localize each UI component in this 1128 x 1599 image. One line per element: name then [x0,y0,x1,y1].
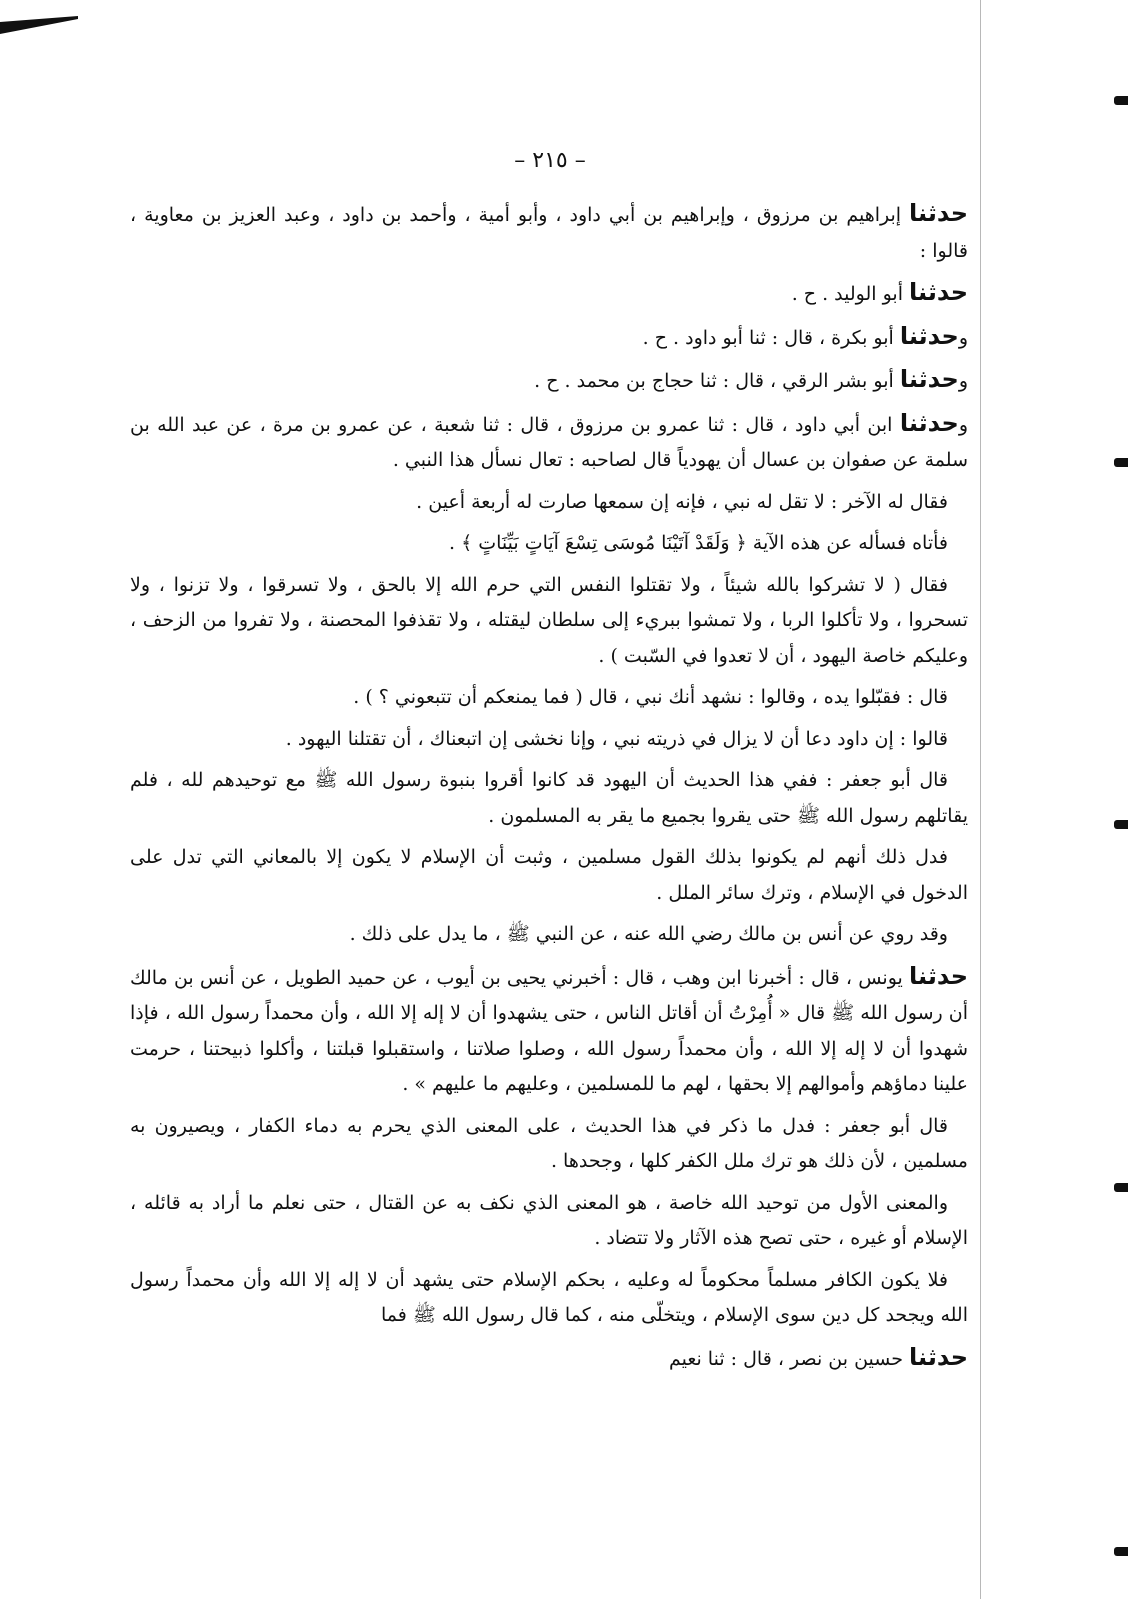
edge-tab-mark [1114,458,1128,467]
paragraph [130,526,968,562]
paragraph [130,1109,968,1180]
paragraph-text: فقال له الآخر : لا تقل له نبي ، فإنه إن سمعها صارت له أربعة أعين . [416,490,948,513]
paragraph [130,275,968,313]
paragraph-text: فلا يكون الكافر مسلماً محكوماً له وعليه ، بحكم الإسلام حتى يشهد أن لا إله إلا الله وأن محمداً رسول الله ويجحد كل دين سوى الإسلام ، ويتخلّى منه ، كما قال رسول الله ﷺ فما [130,1268,968,1326]
conjunction-prefix: و [958,326,968,349]
edge-tab-mark [1114,1183,1128,1192]
haddathana-keyword: حدثنا [899,321,959,350]
paragraph [130,485,968,521]
paragraph [130,840,968,911]
paragraph-text: فدل ذلك أنهم لم يكونوا بذلك القول مسلمين ، وثبت أن الإسلام لا يكون إلا بالمعاني التي تدل على الدخول في الإسلام ، وترك سائر الملل . [130,846,968,904]
paragraph [130,319,968,357]
conjunction-prefix: و [958,413,968,436]
paragraph-text: أبو الوليد . ح . [791,283,903,305]
paragraph [130,680,968,716]
paragraph [130,917,968,953]
paragraph-text: إبراهيم بن مرزوق ، وإبراهيم بن أبي داود ، وأبو أمية ، وأحمد بن داود ، وعبد العزيز بن معاوية ، قالوا : [130,204,968,262]
paragraph [130,406,968,479]
haddathana-keyword: حدثنا [909,199,968,227]
page-body-text [130,196,968,1383]
paragraph-text: ابن أبي داود ، قال : ثنا عمرو بن مرزوق ، قال : ثنا شعبة ، عن عمرو بن مرة ، عن عبد الله بن سلمة عن صفوان بن عسال أن يهودياً قال لصاحبه : تعال نسأل هذا النبي . [130,413,968,471]
paragraph-text: أبو بشر الرقي ، قال : ثنا حجاج بن محمد . ح . [534,370,894,392]
paragraph-text: حسين بن نصر ، قال : ثنا نعيم [668,1347,903,1370]
paragraph-text: والمعنى الأول من توحيد الله خاصة ، هو المعنى الذي نكف به عن القتال ، حتى نعلم ما أراد به قائله ، الإسلام أو غيره ، حتى تصح هذه الآثار ولا تتضاد . [130,1191,968,1249]
paragraph [130,1340,968,1378]
paragraph-text: فقال ( لا تشركوا بالله شيئاً ، ولا تقتلوا النفس التي حرم الله إلا بالحق ، ولا تسرقوا ، ولا تزنوا ، ولا تسحروا ، ولا تأكلوا الربا ، ولا تمشوا ببريء إلى سلطان ليقتله ، ولا تقذفوا المحصنة ، ولا تفروا من الزحف ، وعليكم خاصة اليهود ، أن لا تعدوا في السّبت ) . [130,573,968,667]
paragraph-text: قال : فقبّلوا يده ، وقالوا : نشهد أنك نبي ، قال ( فما يمنعكم أن تتبعوني ؟ ) . [353,686,948,708]
paragraph [130,722,968,758]
paragraph [130,1263,968,1334]
page-number: – ٢١٥ – [514,148,586,173]
haddathana-keyword: حدثنا [909,1342,968,1371]
haddathana-keyword: حدثنا [909,961,968,990]
paragraph [130,196,968,269]
scan-corner-mark [0,10,78,36]
paragraph-text: أبو بكرة ، قال : ثنا أبو داود . ح . [642,326,894,349]
paragraph-text: فأتاه فسأله عن هذه الآية ﴿ وَلَقَدْ آتَيْنَا مُوسَى تِسْعَ آيَاتٍ بَيِّنَاتٍ ﴾ . [448,532,948,554]
paragraph [130,362,968,400]
edge-tab-mark [1114,820,1128,829]
paragraph-text: قالوا : إن داود دعا أن لا يزال في ذريته نبي ، وإنا نخشى إن اتبعناك ، أن تقتلنا اليهود . [285,727,948,750]
paragraph-text: يونس ، قال : أخبرنا ابن وهب ، قال : أخبرني يحيى بن أيوب ، عن حميد الطويل ، عن أنس بن مالك أن رسول الله ﷺ قال « أُمِرْتُ أن أقاتل الناس ، حتى يشهدوا أن لا إله إلا الله ، وأن محمداً رسول الله ، فإذا شهدوا أن لا إله إلا الله ، وأن محمداً رسول الله ، وصلوا صلاتنا ، واستقبلوا قبلتنا ، وأكلوا ذبيحتنا ، حرمت علينا دماؤهم وأموالهم إلا بحقها ، لهم ما للمسلمين ، وعليهم ما عليهم » . [130,966,968,1095]
paragraph-text: قال أبو جعفر : ففي هذا الحديث أن اليهود قد كانوا أقروا بنبوة رسول الله ﷺ مع توحيدهم لله ، فلم يقاتلهم رسول الله ﷺ حتى يقروا بجميع ما يقر به المسلمون . [130,769,968,827]
binding-gutter-line [980,0,981,1599]
haddathana-keyword: حدثنا [899,408,959,437]
haddathana-keyword: حدثنا [909,278,968,306]
paragraph-text: قال أبو جعفر : فدل ما ذكر في هذا الحديث ، على المعنى الذي يحرم به دماء الكفار ، ويصيرون به مسلمين ، لأن ذلك هو ترك ملل الكفر كلها ، وجحدها . [130,1114,968,1172]
conjunction-prefix: و [958,370,968,392]
paragraph [130,959,968,1103]
edge-tab-mark [1114,96,1128,105]
paragraph-text: وقد روي عن أنس بن مالك رضي الله عنه ، عن النبي ﷺ ، ما يدل على ذلك . [349,923,948,945]
paragraph [130,568,968,675]
paragraph [130,1186,968,1257]
edge-tab-mark [1114,1547,1128,1556]
paragraph [130,763,968,834]
haddathana-keyword: حدثنا [899,365,959,393]
